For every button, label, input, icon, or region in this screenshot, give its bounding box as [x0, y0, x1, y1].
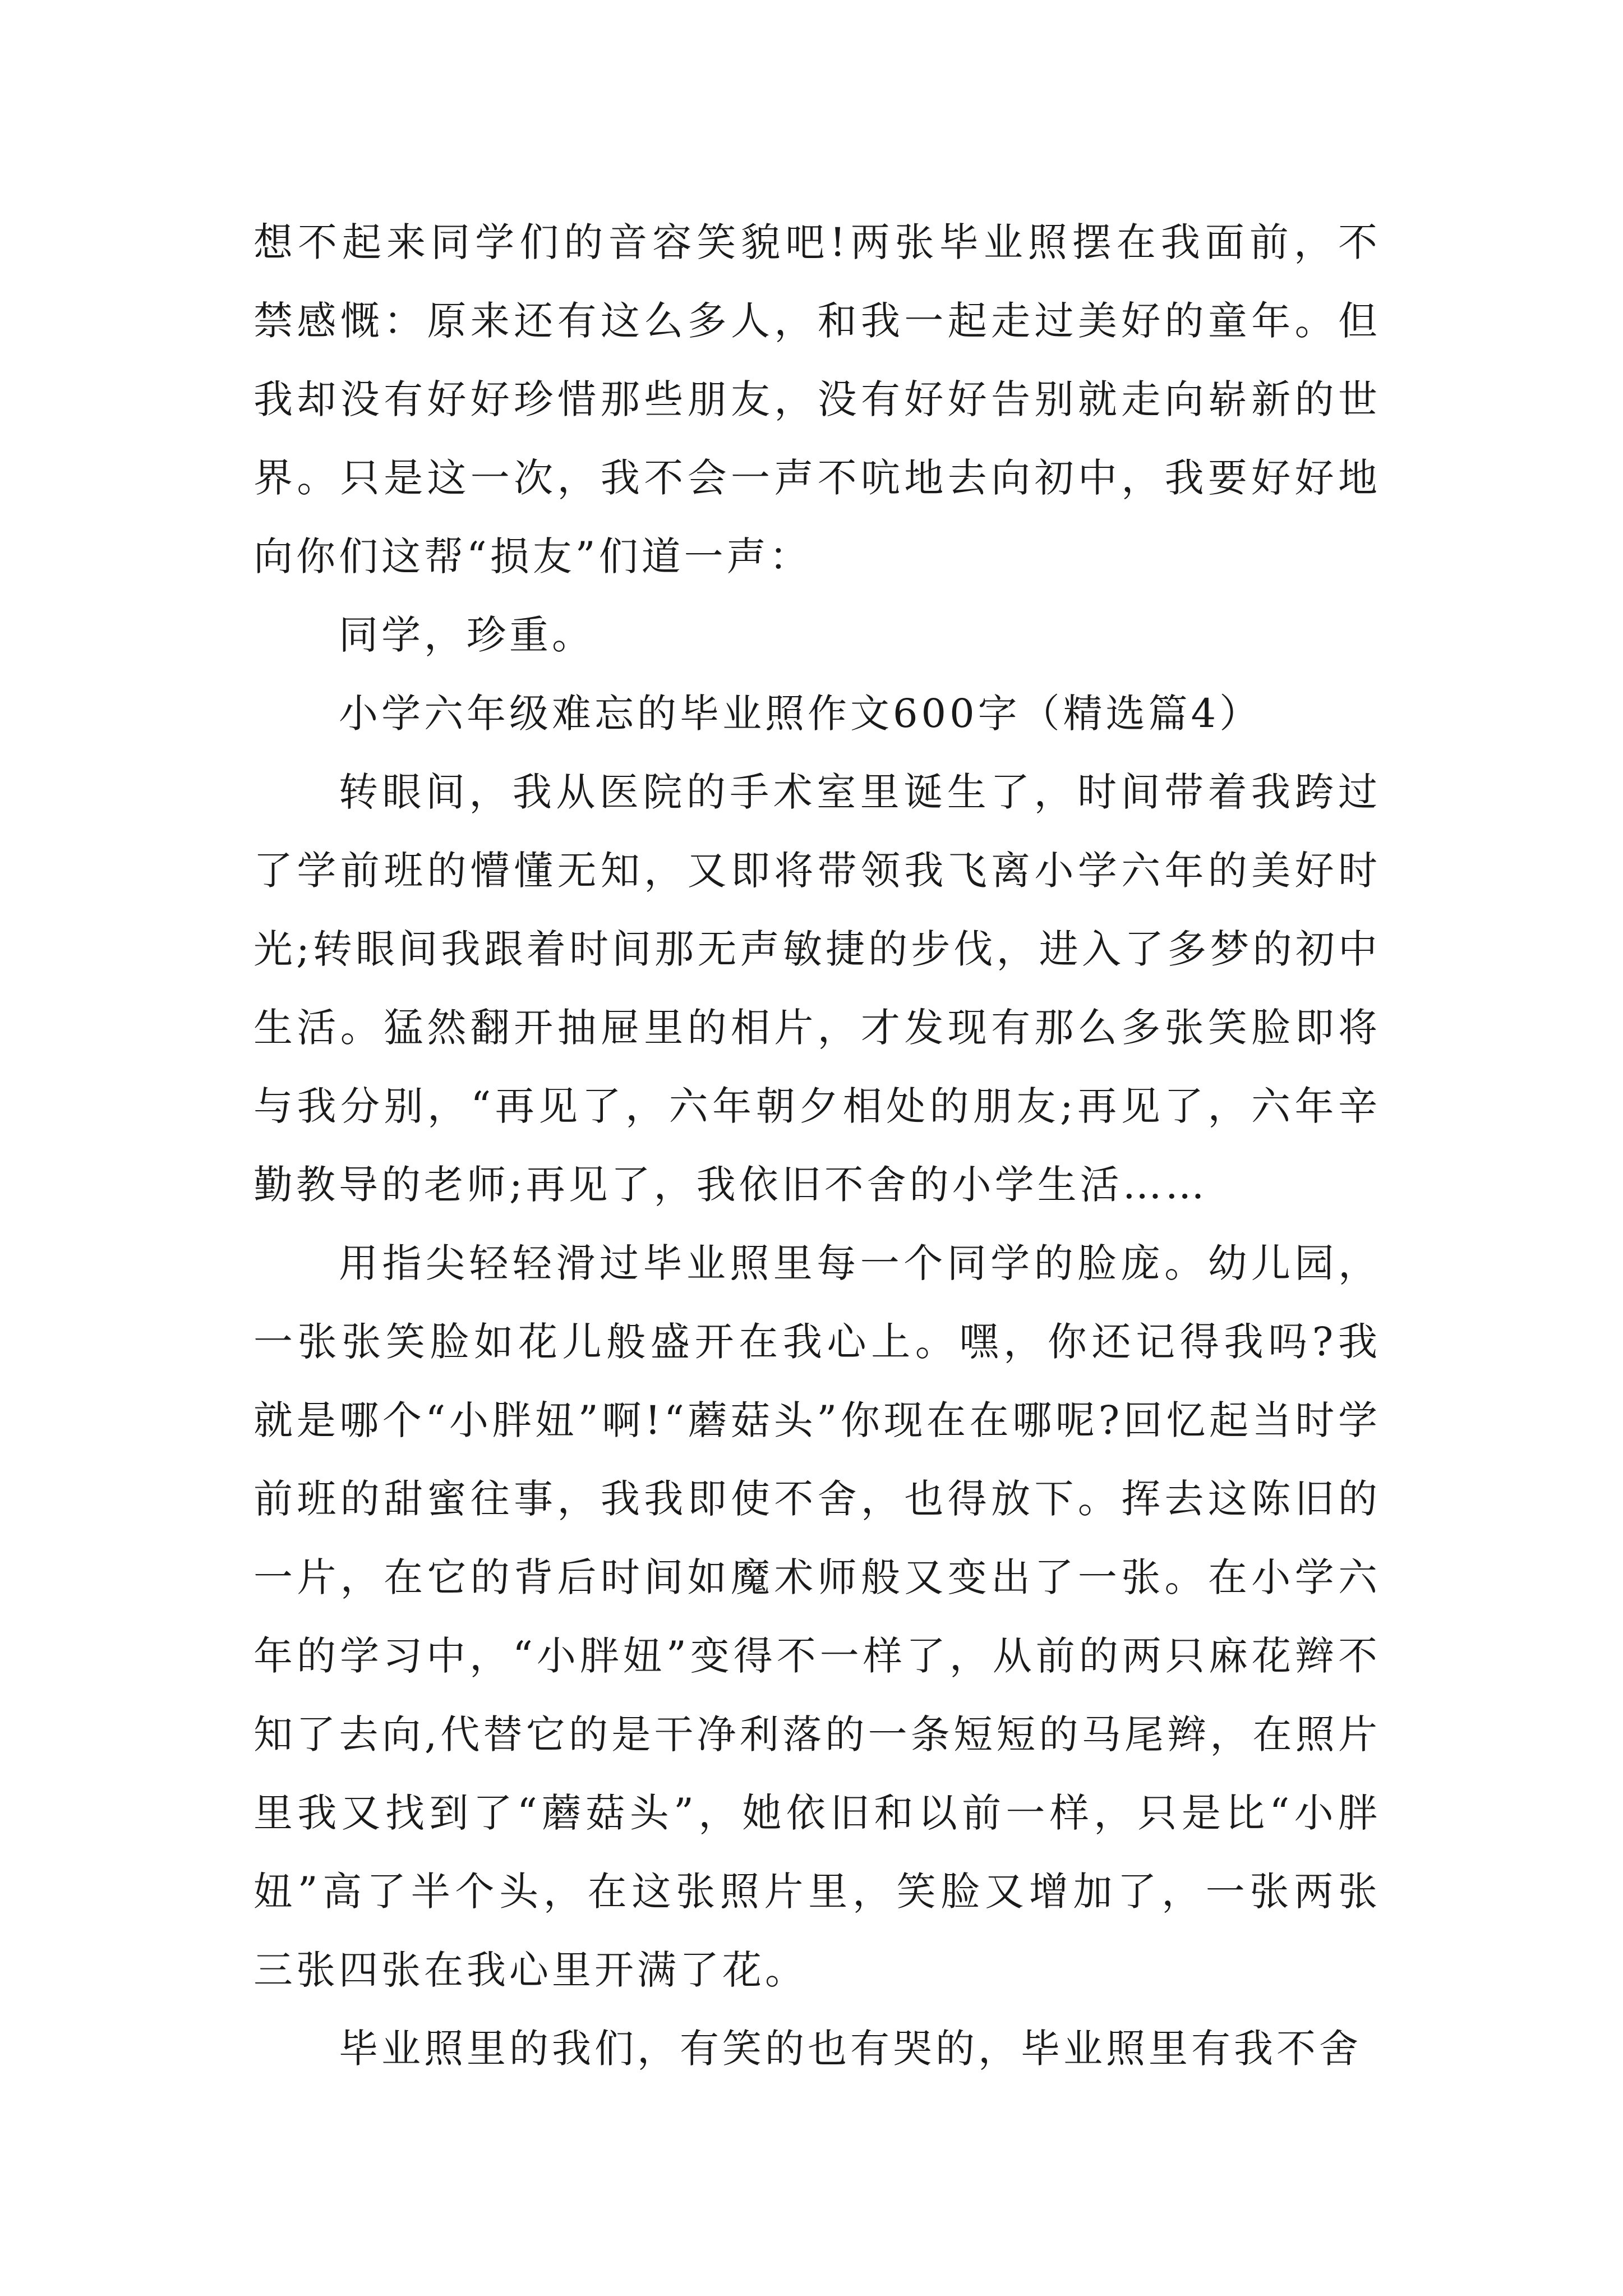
- paragraph-intro: 转眼间，我从医院的手术室里诞生了，时间带着我跨过了学前班的懵懂无知，又即将带领我飞离小学六年的美好时光;转眼间我跟着时间那无声敏捷的步伐，进入了多梦的初中生活。猛然翻开抽屉里的相片，才发现有那么多张笑脸即将与我分别，“再见了，六年朝夕相处的朋友;再见了，六年辛勤教导的老师;再见了，我依旧不舍的小学生活……: [253, 769, 1381, 1208]
- paragraph-reflection: 想不起来同学们的音容笑貌吧!两张毕业照摆在我面前，不禁感慨：原来还有这么多人，和我一起走过美好的童年。但我却没有好好珍惜那些朋友，没有好好告别就走向崭新的世界。只是这一次，我不会一声不吭地去向初中，我要好好地向你们这帮“损友”们道一声：: [253, 219, 1381, 579]
- paragraph-farewell: 同学，珍重。: [339, 612, 594, 658]
- essay-title: 小学六年级难忘的毕业照作文600字（精选篇4）: [339, 691, 1262, 737]
- document-body: [253, 203, 1381, 2088]
- paragraph-memories: 用指尖轻轻滑过毕业照里每一个同学的脸庞。幼儿园，一张张笑脸如花儿般盛开在我心上。嘿，你还记得我吗?我就是哪个“小胖妞”啊!“蘑菇头”你现在在哪呢?回忆起当时学前班的甜蜜往事，我我即使不舍，也得放下。挥去这陈旧的一片，在它的背后时间如魔术师般又变出了一张。在小学六年的学习中，“小胖妞”变得不一样了，从前的两只麻花辫不知了去向,代替它的是干净利落的一条短短的马尾辫，在照片里我又找到了“蘑菇头”，她依旧和以前一样，只是比“小胖妞”高了半个头，在这张照片里，笑脸又增加了，一张两张三张四张在我心里开满了花。: [253, 1240, 1381, 1993]
- paragraph-closing: 毕业照里的我们，有笑的也有哭的，毕业照里有我不舍: [339, 2026, 1362, 2072]
